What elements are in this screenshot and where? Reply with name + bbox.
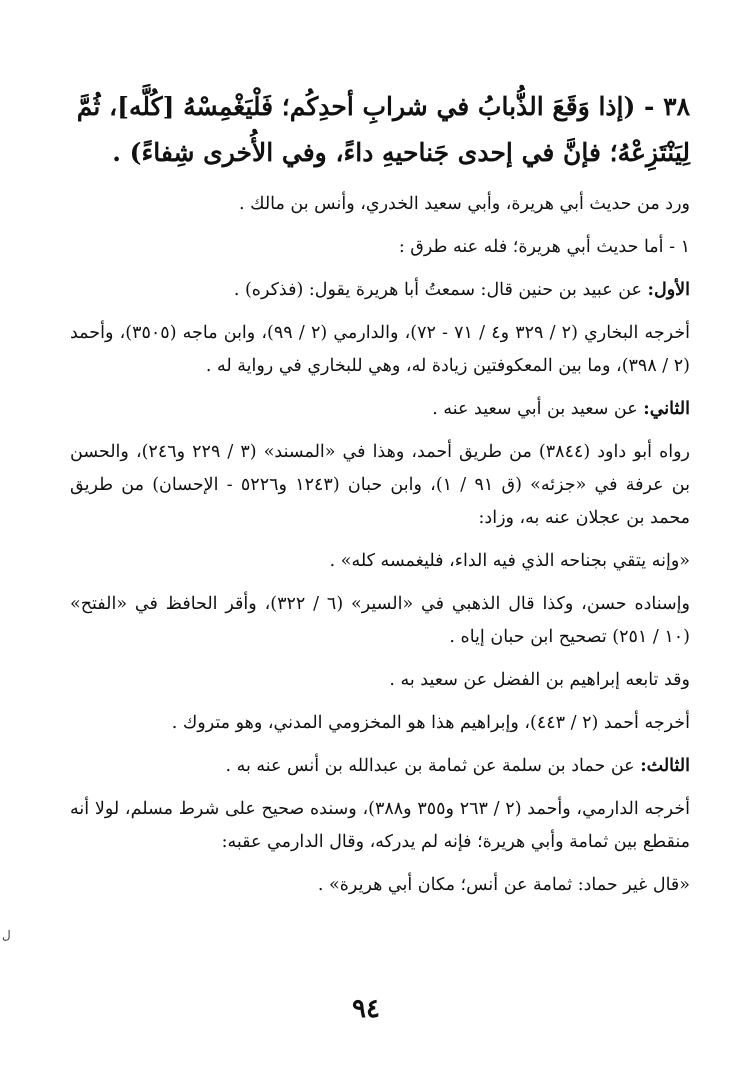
hadith-number: ٣٨ -	[644, 92, 690, 121]
first-route-text: عن عبيد بن حنين قال: سمعتُ أبا هريرة يقول: (فذكره) .	[233, 280, 648, 300]
page-number: ٩٤	[352, 994, 380, 1024]
paragraph-first-route	[70, 274, 690, 307]
label-third: الثالث:	[640, 756, 690, 776]
paragraph-addition-quote: «وإنه يتقي بجناحه الذي فيه الداء، فليغمسه كله» .	[329, 551, 690, 571]
hadith-heading	[70, 84, 690, 176]
paragraph-isnad-grade: وإسناده حسن، وكذا قال الذهبي في «السير» (٦ / ٣٢٢)، وأقر الحافظ في «الفتح» (١٠ / ٢٥١) تصحيح ابن حبان إياه .	[70, 594, 690, 647]
paragraph-abu-dawud-takhrij: رواه أبو داود (٣٨٤٤) من طريق أحمد، وهذا في «المسند» (٣ / ٢٢٩ و٢٤٦)، والحسن بن عرفة في «جزئه» (ق ٩١ / ١)، وابن حبان (١٢٤٣ و٥٢٢٦ - الإحسان) من طريق محمد بن عجلان عنه به، وزاد:	[70, 442, 691, 528]
second-route-text: عن سعيد بن أبي سعيد عنه .	[432, 399, 644, 419]
paragraph-darimi-takhrij: أخرجه الدارمي، وأحمد (٢ / ٢٦٣ و٣٥٥ و٣٨٨)، وسنده صحيح على شرط مسلم، لولا أنه منقطع بين ثمامة وأبي هريرة؛ فإنه لم يدركه، وقال الدارمي عقبه:	[70, 799, 690, 852]
paragraph-third-route	[70, 750, 690, 783]
page-body	[70, 84, 690, 912]
margin-mark: ل	[2, 928, 11, 942]
label-second: الثاني:	[643, 399, 690, 419]
paragraph-second-route	[70, 393, 690, 426]
third-route-text: عن حماد بن سلمة عن ثمامة بن عبدالله بن أنس عنه به .	[225, 756, 641, 776]
paragraph-ahmad-takhrij: أخرجه أحمد (٢ / ٤٤٣)، وإبراهيم هذا هو المخزومي المدني، وهو متروك .	[171, 713, 690, 733]
paragraph-abu-hurayra-intro: ١ - أما حديث أبي هريرة؛ فله عنه طرق :	[398, 237, 690, 257]
paragraph-sources: ورد من حديث أبي هريرة، وأبي سعيد الخدري، وأنس بن مالك .	[238, 194, 690, 214]
hadith-text: (إذا وَقَعَ الذُّبابُ في شرابِ أحدِكُم؛ فَلْيَغْمِسْهُ [كُلَّه]، ثُمَّ لِيَنْتَزِعْهُ؛ فإنَّ في إحدى جَناحيهِ داءً، وفي الأُخرى شِفاءً) .	[76, 92, 690, 167]
label-first: الأول:	[647, 280, 690, 300]
paragraph-darimi-quote: «قال غير حماد: ثمامة عن أنس؛ مكان أبي هريرة» .	[317, 875, 690, 895]
paragraph-follow-up: وقد تابعه إبراهيم بن الفضل عن سعيد به .	[389, 670, 690, 690]
paragraph-bukhari-takhrij: أخرجه البخاري (٢ / ٣٢٩ و٤ / ٧١ - ٧٢)، والدارمي (٢ / ٩٩)، وابن ماجه (٣٥٠٥)، وأحمد (٢ / ٣٩٨)، وما بين المعكوفتين زيادة له، وهي للبخاري في رواية له .	[70, 323, 691, 376]
